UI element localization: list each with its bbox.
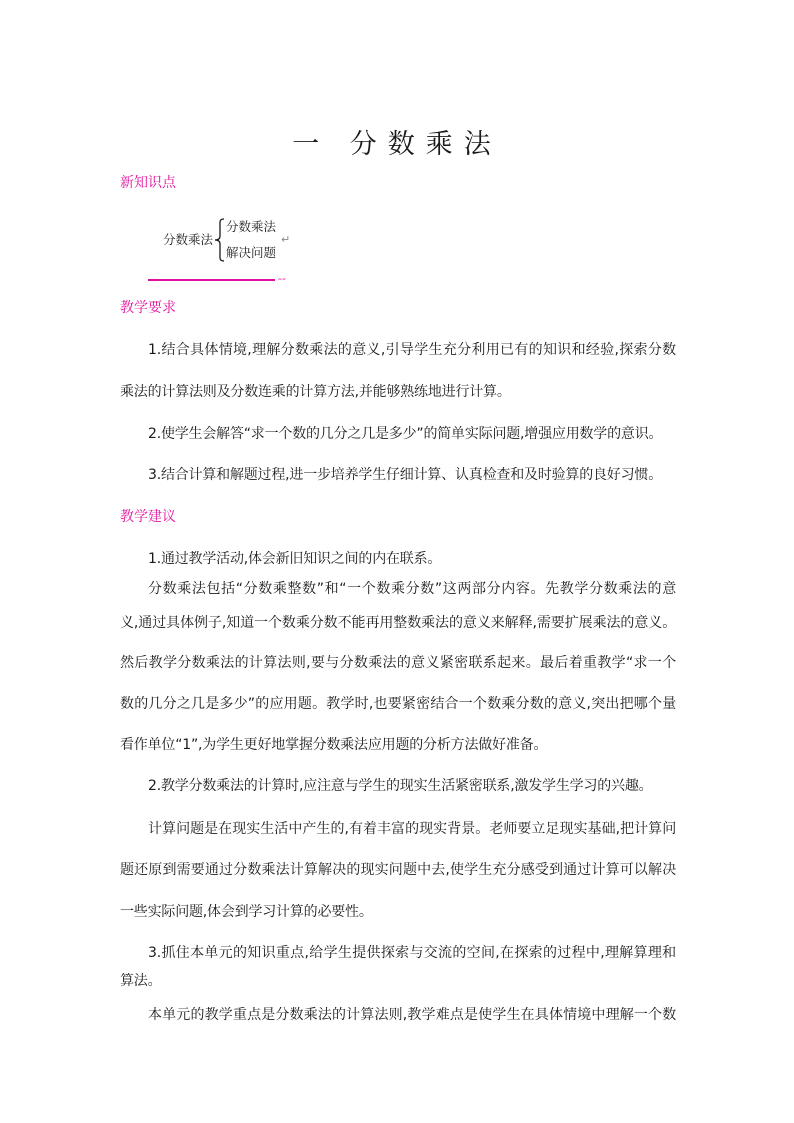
paragraph-line: 2.使学生会解答“求一个数的几分之几是多少”的简单实际问题,增强应用数学的意识。: [148, 426, 663, 442]
paragraph-line: 3.结合计算和解题过程,进一步培养学生仔细计算、认真检查和及时验算的良好习惯。: [148, 467, 663, 483]
paragraph-line: 1.结合具体情境,理解分数乘法的意义,引导学生充分利用已有的知识和经验,探索分数: [148, 342, 676, 358]
heading-new-knowledge: 新知识点: [120, 175, 176, 191]
paragraph-line: 计算问题是在现实生活中产生的,有着丰富的现实背景。老师要立足现实基础,把计算问: [148, 821, 676, 837]
paragraph-line: 乘法的计算法则及分数连乘的计算方法,并能够熟练地进行计算。: [120, 384, 511, 400]
paragraph-line: 一些实际问题,体会到学习计算的必要性。: [120, 904, 373, 920]
paragraph-line: 分数乘法包括“分数乘整数”和“一个数乘分数”这两部分内容。先教学分数乘法的意: [148, 581, 676, 597]
return-mark-icon: ↵: [281, 233, 291, 246]
paragraph-line: 本单元的教学重点是分数乘法的计算法则,教学难点是使学生在具体情境中理解一个数: [148, 1007, 676, 1023]
heading-requirements: 教学要求: [120, 300, 176, 316]
chapter-title: 一 分数乘法: [292, 129, 502, 160]
diagram-child-multiplication: 分数乘法: [226, 219, 277, 234]
diagram-child-problem-solving: 解决问题: [226, 245, 277, 260]
paragraph-line: 数的几分之几是多少”的应用题。教学时,也要紧密结合一个数乘分数的意义,突出把哪个量: [120, 696, 676, 712]
divider-rule: [148, 279, 275, 281]
diagram-root: 分数乘法: [163, 232, 214, 247]
paragraph-line: 3.抓住本单元的知识重点,给学生提供探索与交流的空间,在探索的过程中,理解算理和: [148, 945, 676, 961]
paragraph-line: 看作单位“1”,为学生更好地掌握分数乘法应用题的分析方法做好准备。: [120, 737, 548, 753]
paragraph-line: 义,通过具体例子,知道一个数乘分数不能再用整数乘法的意义来解释,需要扩展乘法的意义。: [120, 615, 676, 631]
paragraph-line: 2.教学分数乘法的计算时,应注意与学生的现实生活紧密联系,激发学生学习的兴趣。: [148, 778, 653, 794]
paragraph-line: 1.通过教学活动,体会新旧知识之间的内在联系。: [148, 551, 442, 567]
divider-tail: --: [278, 272, 286, 285]
paragraph-line: 算法。: [120, 973, 162, 989]
paragraph-line: 然后教学分数乘法的计算法则,要与分数乘法的意义紧密联系起来。最后着重教学“求一个: [120, 655, 676, 671]
brace-icon: [214, 218, 226, 262]
paragraph-line: 题还原到需要通过分数乘法计算解决的现实问题中去,使学生充分感受到通过计算可以解决: [120, 862, 676, 878]
heading-suggestions: 教学建议: [120, 509, 176, 525]
